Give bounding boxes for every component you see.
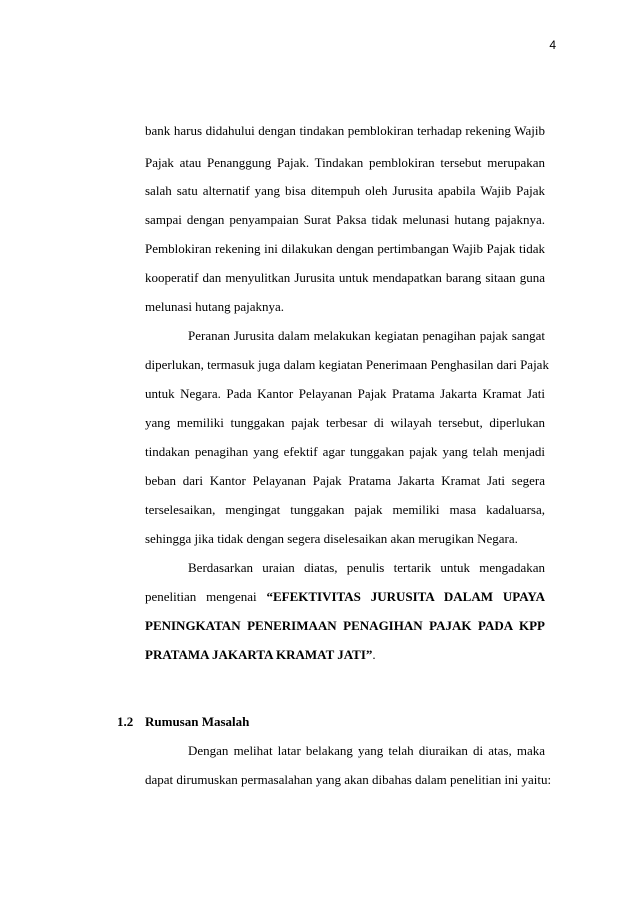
research-title-text: “EFEKTIVITAS JURUSITA DALAM UPAYA [266, 589, 545, 604]
paragraph-line: Pajak atau Penanggung Pajak. Tindakan pemblokiran tersebut merupakan [145, 155, 545, 170]
section-number: 1.2 [117, 714, 134, 729]
paragraph-line: untuk Negara. Pada Kantor Pelayanan Pajak Pratama Jakarta Kramat Jati [145, 386, 545, 401]
research-title-line: PENINGKATAN PENERIMAAN PENAGIHAN PAJAK PADA KPP [145, 618, 545, 633]
paragraph-line: dapat dirumuskan permasalahan yang akan dibahas dalam penelitian ini yaitu: [145, 772, 552, 787]
paragraph-line: yang memiliki tunggakan pajak terbesar di wilayah tersebut, diperlukan [145, 415, 545, 430]
paragraph-line [145, 589, 545, 605]
paragraph-line: tindakan penagihan yang efektif agar tunggakan pajak yang telah menjadi [145, 444, 545, 459]
paragraph-line: melunasi hutang pajaknya. [145, 299, 284, 314]
paragraph-text: . [372, 647, 376, 662]
section-title: Rumusan Masalah [145, 714, 250, 729]
paragraph-line: beban dari Kantor Pelayanan Pajak Pratama Jakarta Kramat Jati segera [145, 473, 545, 488]
paragraph-line: Dengan melihat latar belakang yang telah diuraikan di atas, maka [188, 743, 545, 758]
paragraph-line: bank harus didahului dengan tindakan pemblokiran terhadap rekening Wajib [145, 123, 545, 138]
paragraph-text: penelitian mengenai [145, 589, 257, 604]
paragraph-line [145, 647, 545, 663]
paragraph-line: sehingga jika tidak dengan segera diselesaikan akan merugikan Negara. [145, 531, 518, 546]
paragraph-line: Berdasarkan uraian diatas, penulis tertarik untuk mengadakan [188, 560, 545, 575]
paragraph-line: sampai dengan penyampaian Surat Paksa tidak melunasi hutang pajaknya. [145, 212, 545, 227]
paragraph-line: terselesaikan, mengingat tunggakan pajak memiliki masa kadaluarsa, [145, 502, 545, 517]
paragraph-line: salah satu alternatif yang bisa ditempuh oleh Jurusita apabila Wajib Pajak [145, 183, 545, 198]
page-number: 4 [549, 38, 556, 52]
paragraph-line: Pemblokiran rekening ini dilakukan dengan pertimbangan Wajib Pajak tidak [145, 241, 545, 256]
paragraph-line: kooperatif dan menyulitkan Jurusita untuk mendapatkan barang sitaan guna [145, 270, 545, 285]
paragraph-line: Peranan Jurusita dalam melakukan kegiatan penagihan pajak sangat [188, 328, 545, 343]
paragraph-line: diperlukan, termasuk juga dalam kegiatan Penerimaan Penghasilan dari Pajak [145, 357, 549, 372]
research-title-text: PRATAMA JAKARTA KRAMAT JATI” [145, 647, 373, 662]
